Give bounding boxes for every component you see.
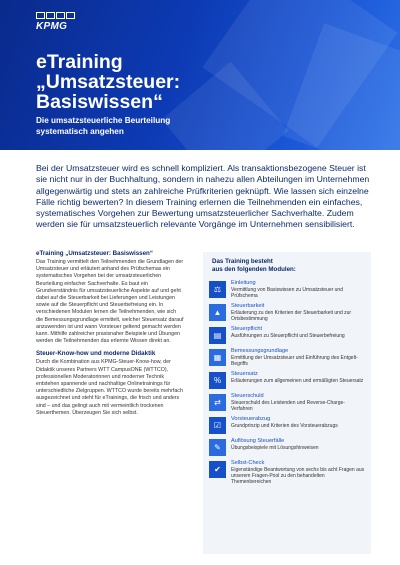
module-item xyxy=(209,460,365,485)
module-item xyxy=(209,393,365,412)
module-description: Übungsbeispiele mit Lösungshinweisen xyxy=(231,444,319,451)
module-item xyxy=(209,326,365,344)
module-item xyxy=(209,371,365,389)
module-name: Steuerbarkeit xyxy=(231,303,265,309)
gavel-icon: ⚖ xyxy=(209,281,226,298)
module-description: Erläuterung zu den Kriterien der Steuerbarkeit und zur Ortsbestimmung xyxy=(231,309,352,322)
document-icon: ▤ xyxy=(209,327,226,344)
module-name: Vorsteuerabzug xyxy=(231,416,271,422)
checklist-icon: ☑ xyxy=(209,417,226,434)
module-item xyxy=(209,348,365,367)
section-heading-etraining: eTraining „Umsatzsteuer: Basiswissen“ xyxy=(36,250,153,257)
module-item xyxy=(209,280,365,299)
section-heading-didaktik: Steuer-Know-how und moderne Didaktik xyxy=(36,350,156,358)
hero-banner xyxy=(0,0,400,150)
modules-box-title: Das Training besteht aus den folgenden Modulen: xyxy=(212,258,296,273)
page-subtitle: Die umsatzsteuerliche Beurteilung systematisch angehen xyxy=(36,116,171,136)
kpmg-logo: KPMG xyxy=(36,12,76,32)
modules-box xyxy=(203,252,371,554)
module-description: Ermittlung der Umsatzsteuer und Einführung des Entgelt-Begriffs xyxy=(231,354,358,367)
percent-icon: % xyxy=(209,372,226,389)
module-item xyxy=(209,416,365,434)
module-name: Steuerschuld xyxy=(231,393,264,399)
lightbulb-icon: ✎ xyxy=(209,439,226,456)
module-description: Grundprinzip und Kriterien des Vorsteuerabzugs xyxy=(231,422,338,429)
module-description: Steuerschuld des Leistenden und Reverse-Charge-Verfahren xyxy=(231,399,345,412)
module-description: Erläuterungen zum allgemeinen und ermäßigten Steuersatz xyxy=(231,377,364,384)
section-body-didaktik: Durch die Kombination aus KPMG-Steuer-Know-how, der Didaktik unseres Partners WTT CampusONE (WTTCO), professionellen Moderatorinnen und moderner Technik entstehen spannende und nachhaltige Onlinetrainings für unterschiedliche Zielgruppen. WTTCO wurde bereits mehrfach ausgezeichnet und steht für eTrainings, die frisch und anders sind – und das gelingt auch mit vermeintlich trockenen Steuerthemen. Überzeugen Sie sich selbst. xyxy=(36,359,183,416)
module-name: Selbst-Check xyxy=(231,460,265,466)
section-body-etraining: Das Training vermittelt den Teilnehmenden die Grundlagen der Umsatzsteuer und erläutert anhand des Prüfschemas ein systematisches Vorgehen bei der umsatzsteuerlichen Beurteilung einfacher Sachverhalte. Es baut ein Grundverständnis für umsatzsteuerliche Aspekte auf und geht dabei auf die Steuerbarkeit bei Lieferungen und Leistungen sowie auf die Steuerpflicht und Steuerbefreiung ein. In verschiedenen Modulen lernen die Teilnehmenden, wie sich die Bemessungsgrundlage ermittelt, welcher Steuersatz darauf anzuwenden ist und wann Vorsteuer geltend gemacht werden kann. Mithilfe zahlreicher praxisnaher Beispiele und Übungen werden die Teilnehmenden das erlernte Wissen direkt an. xyxy=(36,259,184,345)
module-list xyxy=(209,280,365,485)
module-name: Steuerpflicht xyxy=(231,326,263,332)
stamp-icon: ▲ xyxy=(209,304,226,321)
arrows-icon: ⇄ xyxy=(209,394,226,411)
module-name: Steuersatz xyxy=(231,371,258,377)
check-icon: ✔ xyxy=(209,461,226,478)
module-description: Vermittlung von Basiswissen zu Umsatzsteuer und Prüfschema xyxy=(231,286,343,299)
intro-paragraph: Bei der Umsatzsteuer wird es schnell kompliziert. Als transaktionsbezogene Steuer ist sie nicht nur in der Buchhaltung, sondern in nahezu allen Abteilungen im Unternehmen allgegenwärtig und stets an zahlreiche Prüfkriterien geknüpft. Wie lassen sich einzelne Fälle richtig bewerten? In diesem Training erlernen die Teilnehmenden ein einfaches, systematisches Vorgehen zur Bewertung umsatzsteuerlicher Sachverhalte. Zudem werden sie für umsatzsteuerlich relevante Vorgänge im Unternehmen sensibilisiert. xyxy=(36,163,370,230)
calculator-icon: ▦ xyxy=(209,349,226,366)
module-name: Bemessungsgrundlage xyxy=(231,348,289,354)
module-item xyxy=(209,303,365,322)
module-name: Einleitung xyxy=(231,280,256,286)
page-title: eTraining „Umsatzsteuer: Basiswissen“ xyxy=(36,51,181,113)
module-description: Ausführungen zu Steuerpflicht und Steuerbefreiung xyxy=(231,332,345,339)
module-name: Auflösung Steuerfälle xyxy=(231,438,285,444)
module-description: Eigenständige Beantwortung von sechs bis acht Fragen aus unserem Fragen-Pool zu den behandelten Themenbereichen xyxy=(231,466,365,485)
description-column xyxy=(36,250,184,422)
module-item xyxy=(209,438,365,456)
